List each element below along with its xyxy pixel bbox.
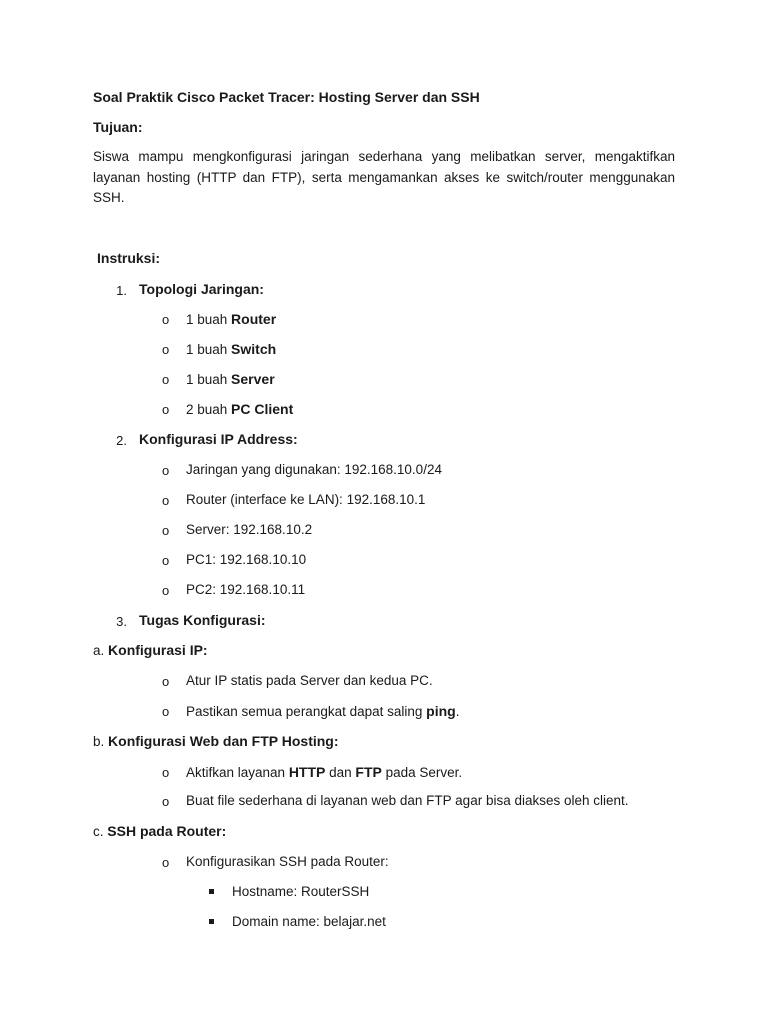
- bullet-icon: o: [162, 463, 170, 478]
- subsection-title: Konfigurasi IP:: [108, 642, 208, 658]
- list-item-text: .: [455, 704, 460, 719]
- list-item-strong: Server: [231, 371, 275, 387]
- list-item-text: Pastikan semua perangkat dapat saling: [186, 704, 427, 719]
- list-item: [186, 702, 459, 721]
- list-item-strong: ping: [426, 703, 456, 719]
- bullet-icon: o: [162, 553, 170, 568]
- subsection-letter: a.: [93, 643, 105, 658]
- list-item: Router (interface ke LAN): 192.168.10.1: [186, 492, 426, 507]
- list-item: [186, 340, 276, 359]
- list-item-text: 1 buah: [186, 372, 232, 387]
- list-item: PC1: 192.168.10.10: [186, 552, 307, 567]
- subsection-title: Konfigurasi Web dan FTP Hosting:: [108, 733, 339, 749]
- bullet-icon: o: [162, 855, 170, 870]
- instruksi-heading: Instruksi:: [97, 250, 161, 266]
- list-item: [186, 763, 462, 782]
- square-bullet-icon: [209, 919, 214, 924]
- list-item-text: 1 buah: [186, 312, 232, 327]
- section-number: 2.: [116, 433, 127, 448]
- bullet-icon: o: [162, 402, 170, 417]
- list-item: Server: 192.168.10.2: [186, 522, 313, 537]
- section-heading: Tugas Konfigurasi:: [139, 612, 266, 628]
- bullet-icon: o: [162, 372, 170, 387]
- list-item-text: 1 buah: [186, 342, 232, 357]
- bullet-icon: o: [162, 674, 170, 689]
- subsection-heading: [93, 732, 339, 751]
- bullet-icon: o: [162, 493, 170, 508]
- subsection-title: SSH pada Router:: [107, 823, 227, 839]
- subsection-letter: b.: [93, 734, 105, 749]
- tujuan-paragraph: Siswa mampu mengkonfigurasi jaringan sederhana yang melibatkan server, mengaktifkan layanan hosting (HTTP dan FTP), serta mengamankan akses ke switch/router menggunakan SSH.: [93, 149, 675, 205]
- list-item-strong: Router: [231, 311, 277, 327]
- list-item: Jaringan yang digunakan: 192.168.10.0/24: [186, 462, 442, 477]
- list-item-strong: FTP: [355, 764, 382, 780]
- bullet-icon: o: [162, 583, 170, 598]
- bullet-icon: o: [162, 523, 170, 538]
- list-item: PC2: 192.168.10.11: [186, 582, 306, 597]
- list-item-strong: Switch: [231, 341, 277, 357]
- list-item: [186, 400, 293, 419]
- sub-list-item: Hostname: RouterSSH: [232, 884, 370, 899]
- list-item: Konfigurasikan SSH pada Router:: [186, 854, 389, 869]
- bullet-icon: o: [162, 765, 170, 780]
- subsection-heading: [93, 822, 226, 841]
- section-heading: Konfigurasi IP Address:: [139, 431, 298, 447]
- list-item-text: Aktifkan layanan: [186, 765, 289, 780]
- list-item-text: 2 buah: [186, 402, 232, 417]
- list-item: [186, 370, 275, 389]
- bullet-icon: o: [162, 704, 170, 719]
- bullet-icon: o: [162, 312, 170, 327]
- tujuan-heading: Tujuan:: [93, 119, 143, 135]
- section-heading: Topologi Jaringan:: [139, 281, 264, 297]
- subsection-heading: [93, 641, 208, 660]
- list-item: [186, 310, 276, 329]
- list-item-text: dan: [325, 765, 356, 780]
- section-number: 3.: [116, 614, 127, 629]
- bullet-icon: o: [162, 794, 170, 809]
- square-bullet-icon: [209, 889, 214, 894]
- list-item-text: pada Server.: [381, 765, 463, 780]
- list-item: Buat file sederhana di layanan web dan FTP agar bisa diakses oleh client.: [186, 793, 629, 808]
- document-title: Soal Praktik Cisco Packet Tracer: Hosting Server dan SSH: [93, 89, 480, 105]
- sub-list-item: Domain name: belajar.net: [232, 914, 386, 929]
- bullet-icon: o: [162, 342, 170, 357]
- subsection-letter: c.: [93, 824, 104, 839]
- list-item-strong: PC Client: [231, 401, 294, 417]
- section-number: 1.: [116, 283, 127, 298]
- list-item: Atur IP statis pada Server dan kedua PC.: [186, 673, 433, 688]
- list-item-strong: HTTP: [288, 764, 326, 780]
